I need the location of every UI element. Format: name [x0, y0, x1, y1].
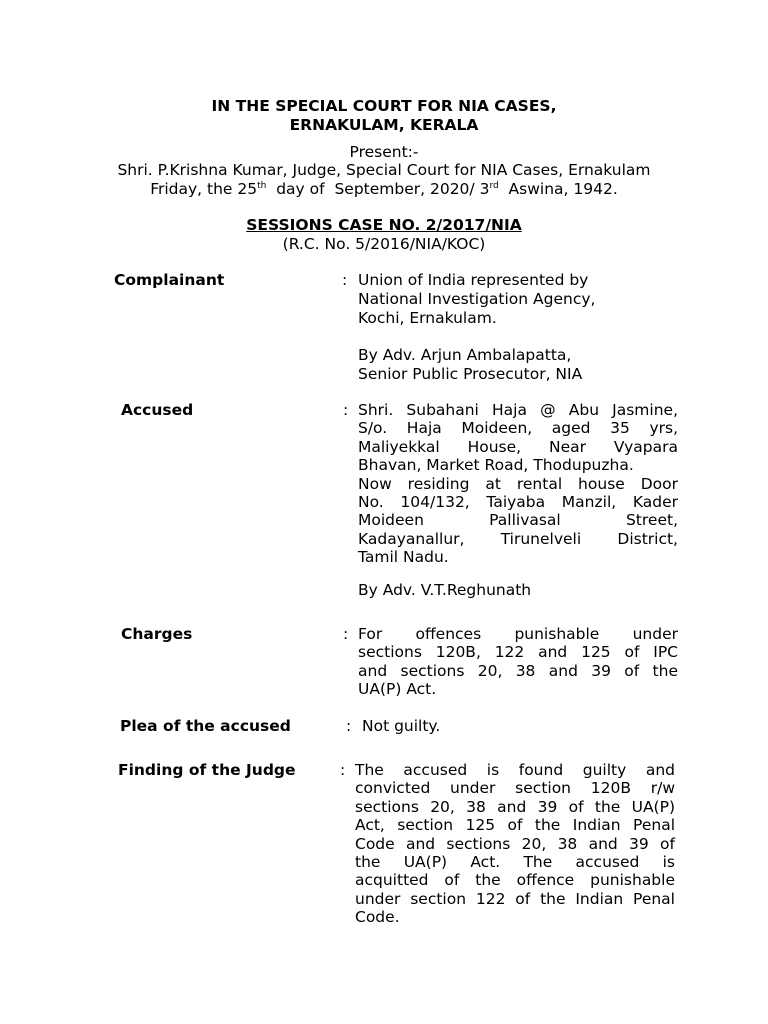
finding-line: under section 122 of the Indian Penal: [355, 889, 675, 908]
date-part-b: day of September, 2020/ 3: [266, 180, 490, 198]
complainant-counsel-line2: Senior Public Prosecutor, NIA: [358, 365, 583, 383]
date-line: [0, 180, 768, 198]
accused-line: Maliyekkal House, Near Vyapara: [358, 437, 678, 456]
judge-line: Shri. P.Krishna Kumar, Judge, Special Court for NIA Cases, Ernakulam: [117, 161, 651, 179]
finding-line: Act, section 125 of the Indian Penal: [355, 816, 675, 835]
charges-line: For offences punishable under: [358, 625, 678, 643]
finding-details: [355, 761, 675, 927]
complainant-counsel-line1: By Adv. Arjun Ambalapatta,: [358, 346, 572, 364]
accused-label: Accused: [121, 401, 194, 419]
finding-line: The accused is found guilty and: [355, 761, 675, 779]
date-part-a: Friday, the 25: [150, 180, 258, 198]
accused-colon: :: [343, 401, 349, 419]
court-name-line1: IN THE SPECIAL COURT FOR NIA CASES,: [211, 97, 557, 115]
complainant-colon: :: [342, 271, 348, 289]
charges-line: and sections 20, 38 and 39 of the: [358, 661, 678, 680]
finding-line: convicted under section 120B r/w: [355, 779, 675, 798]
accused-line: Tamil Nadu.: [358, 548, 449, 567]
complainant-label: Complainant: [114, 271, 225, 289]
charges-label: Charges: [121, 625, 193, 643]
date-sup-th: th: [257, 181, 267, 191]
plea-label: Plea of the accused: [120, 717, 291, 735]
complainant-line3: Kochi, Ernakulam.: [358, 309, 497, 327]
rc-number: (R.C. No. 5/2016/NIA/KOC): [282, 235, 486, 253]
accused-line: No. 104/132, Taiyaba Manzil, Kader: [358, 493, 678, 512]
finding-line: the UA(P) Act. The accused is: [355, 853, 675, 872]
case-title: SESSIONS CASE NO. 2/2017/NIA: [246, 216, 522, 234]
finding-label: Finding of the Judge: [118, 761, 296, 779]
accused-counsel: By Adv. V.T.Reghunath: [358, 581, 532, 599]
complainant-line2: National Investigation Agency,: [358, 290, 596, 308]
charges-details: [358, 625, 678, 699]
accused-line: S/o. Haja Moideen, aged 35 yrs,: [358, 419, 678, 438]
date-sup-rd: rd: [489, 181, 499, 191]
finding-line: Code and sections 20, 38 and 39 of: [355, 834, 675, 853]
finding-colon: :: [340, 761, 346, 779]
plea-value: Not guilty.: [362, 717, 441, 735]
finding-line: sections 20, 38 and 39 of the UA(P): [355, 797, 675, 816]
charges-line: sections 120B, 122 and 125 of IPC: [358, 643, 678, 662]
complainant-line1: Union of India represented by: [358, 271, 589, 289]
accused-line: Bhavan, Market Road, Thodupuzha.: [358, 456, 634, 475]
finding-line: acquitted of the offence punishable: [355, 871, 675, 890]
charges-colon: :: [343, 625, 349, 643]
finding-line: Code.: [355, 908, 400, 927]
accused-line: Shri. Subahani Haja @ Abu Jasmine,: [358, 401, 678, 419]
present-label: Present:-: [349, 143, 419, 161]
court-name-line2: ERNAKULAM, KERALA: [289, 116, 479, 134]
charges-line: UA(P) Act.: [358, 680, 437, 699]
accused-line: Now residing at rental house Door: [358, 474, 678, 493]
accused-line: Kadayanallur, Tirunelveli District,: [358, 529, 678, 548]
date-part-c: Aswina, 1942.: [498, 180, 618, 198]
accused-line: Moideen Pallivasal Street,: [358, 511, 678, 530]
plea-colon: :: [346, 717, 352, 735]
accused-details: [358, 401, 678, 567]
